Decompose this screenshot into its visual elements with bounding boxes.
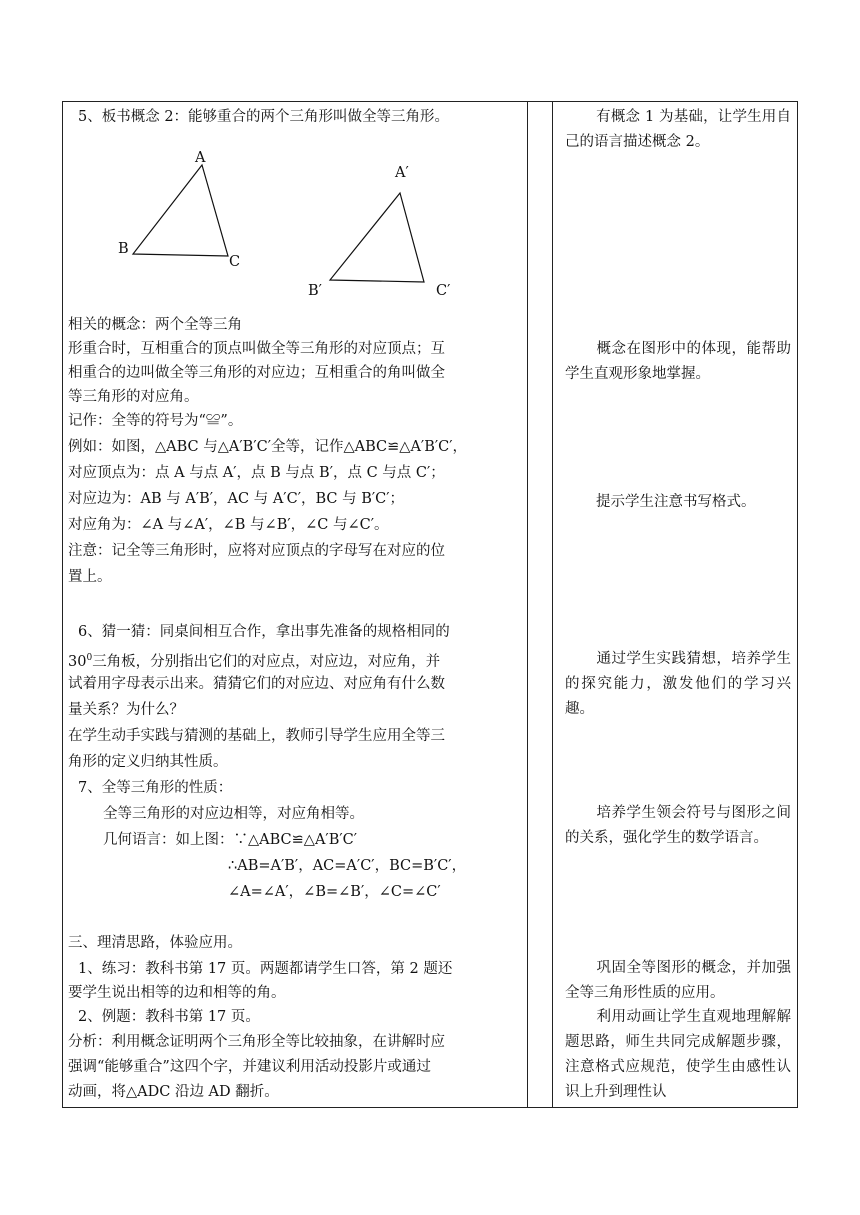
section-6-line-5: 在学生动手实践与猜测的基础上，教师引导学生应用全等三 xyxy=(68,728,445,744)
vertex-label-c-prime: C′ xyxy=(436,283,451,299)
thirty-text: 30 xyxy=(68,653,87,670)
section-7-angles-equal: ∠A=∠A′，∠B=∠B′，∠C=∠C′ xyxy=(228,884,441,900)
column-divider-2 xyxy=(552,101,553,1108)
vertex-label-b: B xyxy=(118,241,129,257)
part-3-line-4: 分析：利用概念证明两个三角形全等比较抽象，在讲解时应 xyxy=(68,1034,445,1050)
attention-line-2: 置上。 xyxy=(68,569,112,585)
example-line-2: 对应顶点为：点 A 与点 A′，点 B 与点 B′，点 C 与点 C′； xyxy=(68,465,445,481)
note-symbols: 培养学生领会符号与图形之间的关系，强化学生的数学语言。 xyxy=(565,805,791,846)
section-7-geometry-language: 几何语言：如上图：∵△ABC≌△A′B′C′ xyxy=(103,832,358,848)
column-divider-1 xyxy=(527,101,528,1108)
part-3-line-3: 2、例题：教科书第 17 页。 xyxy=(78,1009,260,1025)
section-6-line-6: 角形的定义归纳其性质。 xyxy=(68,754,228,770)
note-format: 提示学生注意书写格式。 xyxy=(596,494,756,510)
note-practice: 通过学生实践猜想，培养学生的探究能力，激发他们的学习兴趣。 xyxy=(565,651,791,717)
attention-line-1: 注意：记全等三角形时，应将对应顶点的字母写在对应的位 xyxy=(68,543,445,559)
vertex-label-b-prime: B′ xyxy=(308,283,322,299)
related-concept-line-2: 形重合时，互相重合的顶点叫做全等三角形的对应顶点；互 xyxy=(68,341,445,357)
section-7-sides-equal: ∴AB=A′B′，AC=A′C′，BC=B′C′， xyxy=(228,858,467,874)
notation-line: 记作：全等的符号为“≌”。 xyxy=(68,413,243,429)
related-concept-line-3: 相重合的边叫做全等三角形的对应边；互相重合的角叫做全 xyxy=(68,365,445,381)
section-6-line-2 xyxy=(68,648,440,672)
section-6-line-2-rest: 三角板，分别指出它们的对应点，对应边，对应角，并 xyxy=(92,653,441,670)
vertex-label-a: A xyxy=(195,150,206,166)
note-consolidate: 巩固全等图形的概念，并加强全等三角形性质的应用。 xyxy=(565,960,791,1001)
note-animation: 利用动画让学生直观地理解解题思路，师生共同完成解题步骤，注意格式应规范，使学生由感性认识上升到理性认 xyxy=(565,1009,791,1100)
section-6-line-3: 试着用字母表示出来。猜猜它们的对应边、对应角有什么数 xyxy=(68,676,445,692)
section-7-title: 7、全等三角形的性质： xyxy=(78,780,233,796)
section-7-property: 全等三角形的对应边相等，对应角相等。 xyxy=(103,806,364,822)
vertex-label-c: C xyxy=(229,254,241,270)
section-6-line-4: 量关系？为什么？ xyxy=(68,702,184,718)
part-3-line-2: 要学生说出相等的边和相等的角。 xyxy=(68,985,286,1001)
part-3-title: 三、理清思路，体验应用。 xyxy=(68,935,242,951)
note-figure: 概念在图形中的体现，能帮助学生直观形象地掌握。 xyxy=(565,341,791,382)
part-3-line-5: 强调“能够重合”这四个字，并建议利用活动投影片或通过 xyxy=(68,1059,431,1075)
note-concept-2: 有概念 1 为基础，让学生用自己的语言描述概念 2。 xyxy=(565,109,791,150)
table-border-right xyxy=(797,101,798,1108)
example-line-3: 对应边为：AB 与 A′B′，AC 与 A′C′，BC 与 B′C′； xyxy=(68,491,405,507)
section-5-title: 5、板书概念 2：能够重合的两个三角形叫做全等三角形。 xyxy=(78,109,450,125)
table-border-bottom xyxy=(62,1107,797,1108)
related-concept-line-4: 等三角形的对应角。 xyxy=(68,389,199,405)
related-concept-line-1: 相关的概念：两个全等三角 xyxy=(68,317,242,333)
section-6-line-1: 6、猜一猜：同桌间相互合作，拿出事先准备的规格相同的 xyxy=(78,624,450,640)
part-3-line-1: 1、练习：教科书第 17 页。两题都请学生口答，第 2 题还 xyxy=(78,961,453,977)
example-line-4: 对应角为：∠A 与∠A′，∠B 与∠B′，∠C 与∠C′。 xyxy=(68,517,389,533)
part-3-line-6: 动画，将△ADC 沿边 AD 翻折。 xyxy=(68,1084,279,1100)
example-line-1: 例如：如图，△ABC 与△A′B′C′全等，记作△ABC≌△A′B′C′， xyxy=(68,439,468,455)
triangle-abc-figure xyxy=(0,140,500,340)
degree-superscript: 0 xyxy=(86,653,93,663)
table-border-top xyxy=(62,101,797,102)
vertex-label-a-prime: A′ xyxy=(395,165,409,181)
